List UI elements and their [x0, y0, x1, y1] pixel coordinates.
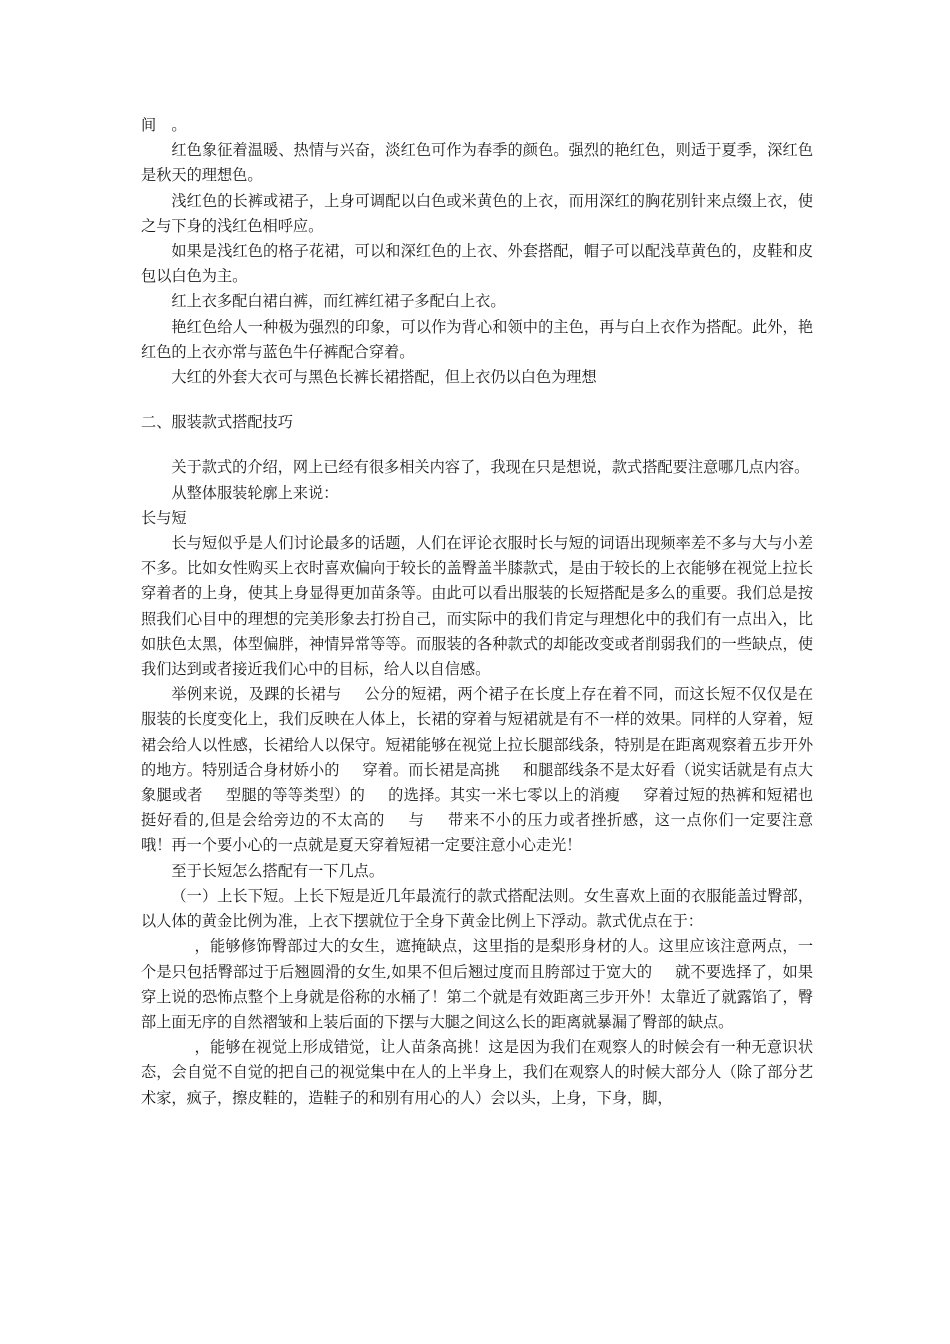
text-run: 的选择。其实一米七零以上的消瘦	[387, 786, 621, 805]
paragraph: 如果是浅红色的格子花裙，可以和深红色的上衣、外套搭配，帽子可以配浅草黄色的，皮鞋和皮包以白色为主。	[141, 242, 813, 286]
text-run: 公分的短裙，两个裙子在长度上存在着不同，而这长短不仅仅是在服装的长度变化上，我们反映在人体上，长裙的穿着与短裙就是有不一样的效果。同样的人穿着，短裙会给人以性感，长裙给人以保守。短裙能够在视觉上拉长腿部线条，特别是在距离观察着五步开外的地方。特别适合身材娇小的	[141, 685, 814, 779]
text-run: 和腿部线条不是太好看（说实话就是有点大象腿或者	[141, 760, 814, 805]
text-run: 举例来说，及踝的长裙与	[171, 685, 342, 704]
paragraph	[141, 1035, 813, 1111]
subheading: 长与短	[141, 508, 187, 527]
text-run: 就不要选择了，如果穿上说的恐怖点整个上身就是俗称的水桶了！第二个就是有效距离三步开外！太靠近了就露馅了，臀部上面无序的自然褶皱和上装后面的下摆与大腿之间这么长的距离就暴漏了臀部的缺点。	[141, 962, 814, 1031]
document-page	[141, 113, 813, 1111]
paragraph: （一）上长下短。上长下短是近几年最流行的款式搭配法则。女生喜欢上面的衣服能盖过臀部，以人体的黄金比例为准，上衣下摆就位于全身下黄金比例上下浮动。款式优点在于：	[141, 886, 813, 931]
paragraph	[141, 682, 813, 858]
paragraph: 从整体服装轮廓上来说：	[171, 483, 339, 502]
paragraph: 大红的外套大衣可与黑色长裤长裙搭配，但上衣仍以白色为理想	[171, 368, 597, 387]
text-run: ，能够修饰臀部过大的女生，遮掩缺点，这里指的是梨形身材的人。这里应该注意两点，一个是只包括臀部过于后翘圆滑的女生,如果不但后翘过度而且胯部过于宽大的	[141, 937, 813, 981]
paragraph: 红色象征着温暖、热情与兴奋，淡红色可作为春季的颜色。强烈的艳红色，则适于夏季，深红色是秋天的理想色。	[141, 141, 813, 185]
text-run: 与	[407, 811, 425, 830]
paragraph: 长与短似乎是人们讨论最多的话题，人们在评论衣服时长与短的词语出现频率差不多与大与小差不多。比如女性购买上衣时喜欢偏向于较长的盖臀盖半膝款式，是由于较长的上衣能够在视觉上拉长穿着者的上身，使其上身显得更加苗条等。由此可以看出服装的长短搭配是多么的重要。我们总是按照我们心目中的理想的完美形象去打扮自己，而实际中的我们肯定与理想化中的我们有一点出入，比如肤色太黑，体型偏胖，神情异常等等。而服装的各种款式的却能改变或者削弱我们的一些缺点，使我们达到或者接近我们心中的目标，给人以自信感。	[141, 534, 813, 679]
paragraph: 至于长短怎么搭配有一下几点。	[171, 861, 385, 880]
text-run: 穿着。而长裙是高挑	[362, 760, 500, 779]
paragraph	[141, 934, 813, 1035]
paragraph: 关于款式的介绍，网上已经有很多相关内容了，我现在只是想说，款式搭配要注意哪几点内容。	[171, 458, 810, 477]
text-run: 带来不小的压力或者挫折感，这一点你们一定要注意哦！再一个要小心的一点就是夏天穿着短裙一定要注意小心走光！	[141, 811, 814, 855]
paragraph: 艳红色给人一种极为强烈的印象，可以作为背心和领中的主色，再与白上衣作为搭配。此外，艳红色的上衣亦常与蓝色牛仔裤配合穿着。	[141, 317, 813, 361]
text-run: 穿着过短的热裤和短裙也挺好看的,但是会给旁边的不太高的	[141, 786, 814, 830]
paragraph: 浅红色的长裤或裙子，上身可调配以白色或米黄色的上衣，而用深红的胸花别针来点缀上衣，使之与下身的浅红色相呼应。	[141, 191, 813, 235]
text-run: ，能够在视觉上形成错觉，让人苗条高挑！这是因为我们在观察人的时候会有一种无意识状态，会自觉不自觉的把自己的视觉集中在人的上半身上，我们在观察人的时候大部分人（除了部分艺术家，疯子，擦皮鞋的，造鞋子的和别有用心的人）会以头，上身，下身，脚，	[141, 1038, 813, 1107]
text-run: 型腿的等等类型）的	[225, 786, 366, 805]
section-heading: 二、服装款式搭配技巧	[141, 413, 293, 432]
paragraph-fragment: 间 。	[141, 116, 187, 134]
paragraph: 红上衣多配白裙白裤，而红裤红裙子多配白上衣。	[171, 292, 506, 311]
